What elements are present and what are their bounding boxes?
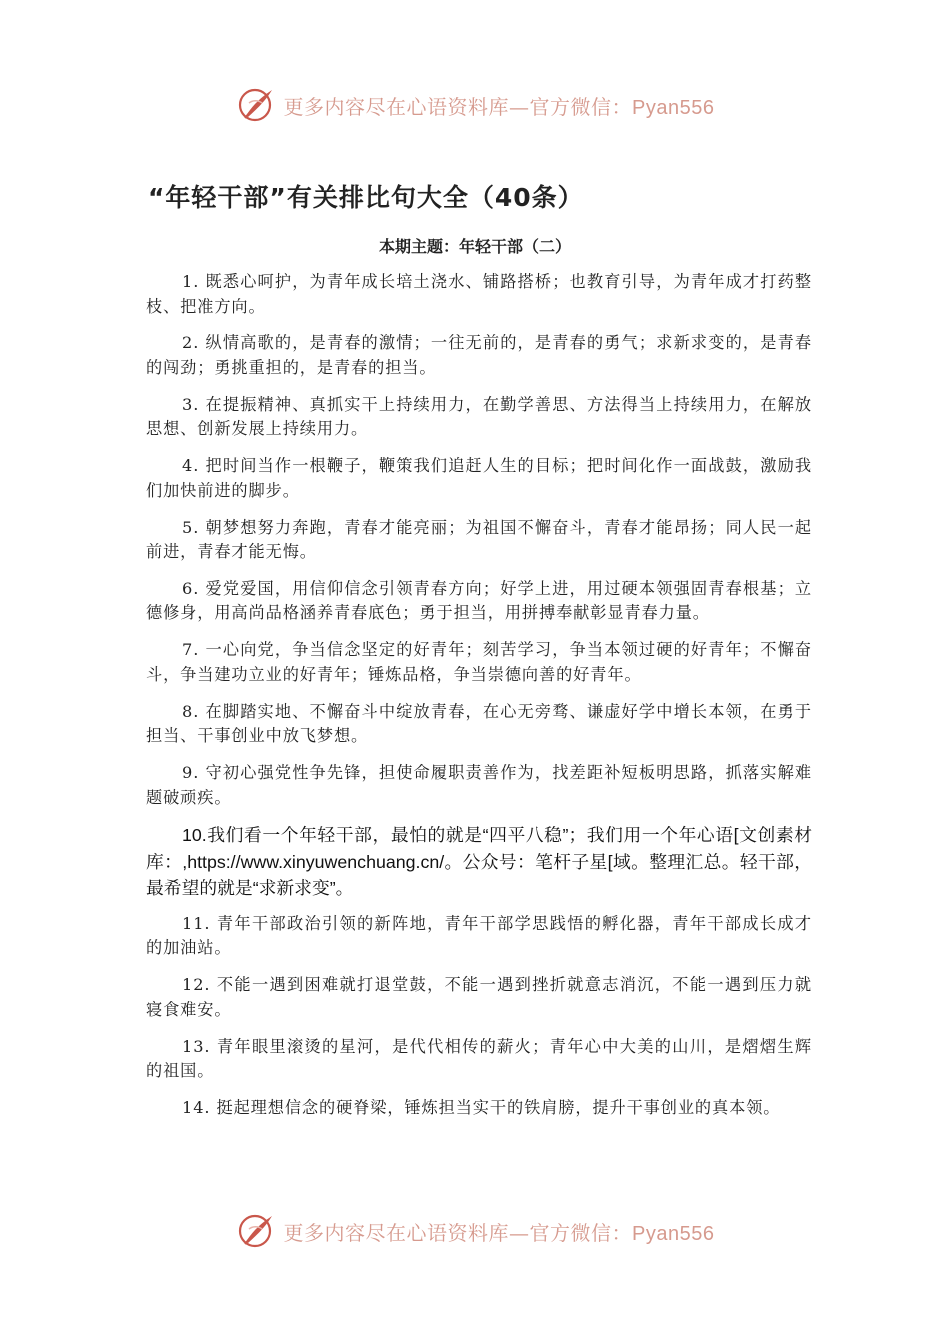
list-item: 10.我们看一个年轻干部，最怕的就是“四平八稳”；我们用一个年心语[文创素材库：,https://www.xinyuwenchuang.cn/。公众号：笔杆子星[域。整理汇总。轻干部，最希望的就是“求新求变”。 [146,825,812,899]
list-item: 3. 在提振精神、真抓实干上持续用力，在勤学善思、方法得当上持续用力，在解放思想、创新发展上持续用力。 [146,394,812,439]
banner-wechat-id: Pyan556 [632,1222,715,1245]
list-item: 14. 挺起理想信念的硬脊梁，锤炼担当实干的铁肩膀，提升干事创业的真本领。 [182,1098,781,1117]
list-item: 2. 纵情高歌的，是青春的激情；一往无前的，是青春的勇气；求新求变的，是青春的闯劲；勇挑重担的，是青春的担当。 [146,333,812,377]
banner-label: 更多内容尽在心语资料库—官方微信： [283,94,633,119]
list-item: 12. 不能一遇到困难就打退堂鼓，不能一遇到挫折就意志消沉，不能一遇到压力就寝食难安。 [146,975,812,1019]
list-item: 6. 爱党爱国，用信仰信念引领青春方向；好学上进，用过硬本领强固青春根基；立德修身，用高尚品格涵养青春底色；勇于担当，用拼搏奉献彰显青春力量。 [146,578,812,623]
list-item: 9. 守初心强党性争先锋，担使命履职责善作为，找差距补短板明思路，抓落实解难题破顽疾。 [146,763,812,807]
logo-icon [236,1210,278,1252]
list-item: 7. 一心向党，争当信念坚定的好青年；刻苦学习，争当本领过硬的好青年；不懈奋斗，争当建功立业的好青年；锤炼品格，争当崇德向善的好青年。 [146,640,812,684]
header-banner [0,80,950,130]
list-item: 11. 青年干部政治引领的新阵地，青年干部学思践悟的孵化器，青年干部成长成才的加油站。 [146,913,812,958]
banner-text [284,91,715,120]
page-subtitle: 本期主题：年轻干部（二） [378,237,571,256]
list-item: 1. 既悉心呵护，为青年成长培土浇水、铺路搭桥；也教育引导，为青年成才打药整枝、把准方向。 [146,272,812,316]
footer-banner [0,1206,950,1256]
page-title: “年轻干部”有关排比句大全（40条） [148,183,584,212]
list-item: 8. 在脚踏实地、不懈奋斗中绽放青春，在心无旁骛、谦虚好学中增长本领，在勇于担当、干事创业中放飞梦想。 [146,701,812,746]
list-item: 5. 朝梦想努力奔跑，青春才能亮丽；为祖国不懈奋斗，青春才能昂扬；同人民一起前进，青春才能无悔。 [146,517,812,562]
list-item: 4. 把时间当作一根鞭子，鞭策我们追赶人生的目标；把时间化作一面战鼓，激励我们加快前进的脚步。 [146,456,812,500]
list-item: 13. 青年眼里滚烫的星河，是代代相传的薪火；青年心中大美的山川，是熠熠生辉的祖国。 [146,1036,812,1081]
banner-wechat-id: Pyan556 [632,96,715,119]
sentence-list [146,270,812,1133]
logo-icon [236,84,278,126]
banner-label: 更多内容尽在心语资料库—官方微信： [283,1220,633,1245]
banner-text [284,1217,715,1246]
